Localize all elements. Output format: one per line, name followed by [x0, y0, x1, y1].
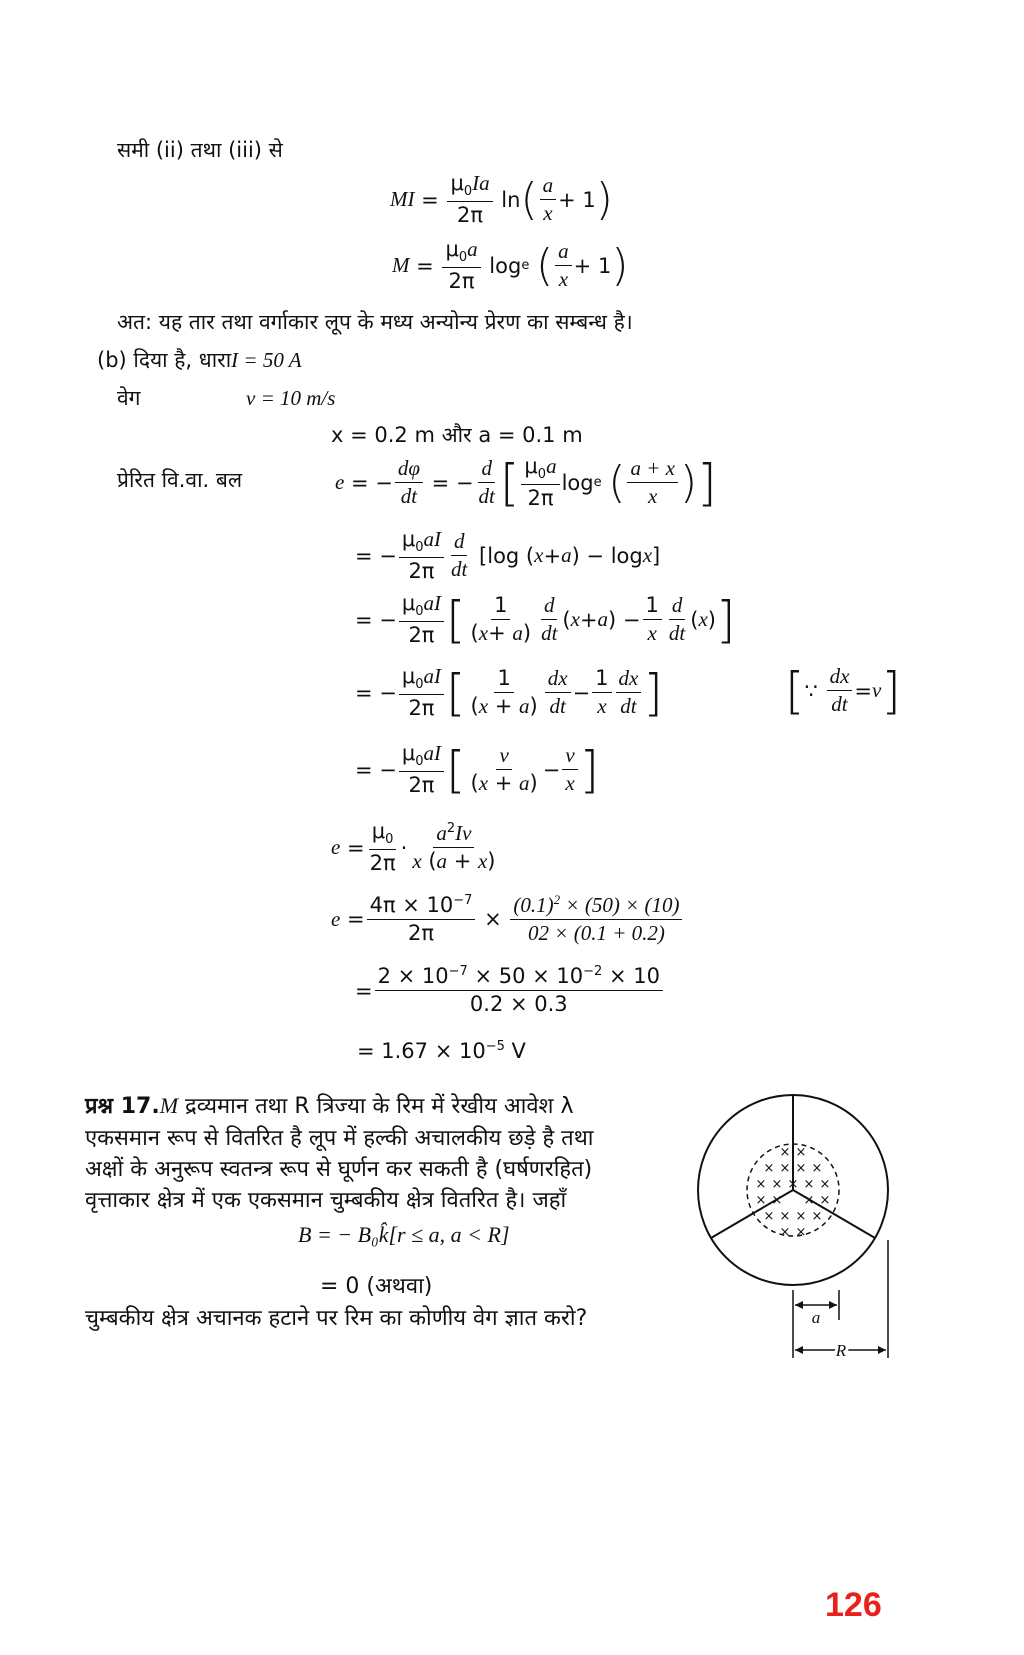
conclusion-text: अत: यह तार तथा वर्गाकार लूप के मध्य अन्योन्य प्रेरण का सम्बन्ध है।: [117, 310, 633, 334]
given-intro: (b) दिया है, धाराI = 50 A: [97, 348, 302, 372]
equation-m: M = $\frac{\mu_0a}{2\pi}$ log e ( $\frac{a}{x}$ + 1 ): [392, 237, 629, 294]
emf-label: प्रेरित वि.वा. बल: [117, 468, 243, 492]
equation-emf-5: = − $\frac{\mu_0aI}{2\pi}$ [ $\frac{v}{(x + a)}$ − $\frac{v}{x}$ ]: [355, 740, 600, 799]
equation-emf-2: = − $\frac{\mu_0aI}{2\pi}$ $\frac{d}{dt}$ [log ( x + a ) − log x ]: [355, 527, 661, 584]
svg-text:×: ×: [795, 1161, 807, 1176]
equation-emf-3: = − $\frac{\mu_0aI}{2\pi}$ [ $\frac{1}{(x+ a)}$ $\frac{d}{dt}$ ( x + a ) − $\frac{1}{x}$ $\frac{d}{dt}$ ( x ) ]: [355, 590, 736, 649]
svg-text:×: ×: [811, 1161, 823, 1176]
question-ask: चुम्बकीय क्षेत्र अचानक हटाने पर रिम का कोणीय वेग ज्ञात करो?: [85, 1306, 588, 1331]
svg-text:×: ×: [779, 1161, 791, 1176]
reference-line: समी (ii) तथा (iii) से: [117, 138, 283, 162]
svg-text:×: ×: [803, 1177, 815, 1192]
velocity-value: v = 10 m/s: [246, 386, 336, 410]
svg-text:×: ×: [779, 1225, 791, 1240]
svg-text:×: ×: [779, 1209, 791, 1224]
svg-text:×: ×: [795, 1209, 807, 1224]
xa-values: x = 0.2 m और a = 0.1 m: [331, 423, 583, 447]
svg-text:×: ×: [787, 1177, 799, 1192]
page-number: 126: [825, 1586, 882, 1624]
result-line: = $1.67 \times 10^{-5}$ V: [357, 1039, 526, 1063]
svg-text:×: ×: [771, 1177, 783, 1192]
svg-text:×: ×: [803, 1193, 815, 1208]
label-a: a: [811, 1308, 821, 1327]
svg-text:×: ×: [779, 1145, 791, 1160]
spokes: [711, 1095, 875, 1238]
equation-emf-7: e = $\frac{4\pi \times 10^{-7}}{2\pi}$ × $\frac{(0.1)^2 \times (50) \times (10)}{02 \times (0.1 + 0.2)}$: [331, 893, 684, 945]
note-dxdt: [ ∵ $\frac{dx}{dt}$ = v ]: [785, 661, 901, 720]
rim-diagram: [690, 1090, 900, 1370]
field-equation: B = − B₀k̂[r ≤ a, a < R]: [298, 1222, 510, 1247]
equation-mi: MI = $\frac{\mu_0Ia}{2\pi}$ ln ( $\frac{a}{x}$ + 1 ): [390, 171, 613, 228]
svg-text:×: ×: [763, 1209, 775, 1224]
svg-text:×: ×: [811, 1209, 823, 1224]
question-line-4: वृत्ताकार क्षेत्र में एक एकसमान चुम्बकीय क्षेत्र वितरित है। जहाँ: [85, 1188, 567, 1213]
question-line-2: एकसमान रूप से वितरित है लूप में हल्की अचालकीय छड़े है तथा: [85, 1126, 594, 1151]
equation-emf-8: = $\frac{2 \times 10^{-7} \times 50 \times 10^{-2} \times 10}{0.2 \times 0.3}$: [355, 965, 665, 1016]
svg-text:×: ×: [795, 1225, 807, 1240]
svg-text:×: ×: [795, 1145, 807, 1160]
field-zero: = 0 (अथवा): [320, 1274, 433, 1299]
label-R: R: [835, 1341, 847, 1360]
svg-text:×: ×: [819, 1193, 831, 1208]
question-line-1: प्रश्न 17.M द्रव्यमान तथा R त्रिज्या के रिम में रेखीय आवेश λ: [85, 1093, 574, 1119]
svg-text:×: ×: [819, 1177, 831, 1192]
svg-text:×: ×: [755, 1177, 767, 1192]
svg-text:×: ×: [763, 1161, 775, 1176]
equation-emf-6: e = $\frac{\mu_0}{2\pi}$ · $\frac{a^2Iv}{x (a + x)}$: [331, 819, 496, 876]
question-line-3: अक्षों के अनुरूप स्वतन्त्र रूप से घूर्णन कर सकती है (घर्षणरहित): [85, 1157, 593, 1182]
velocity-label: वेग: [117, 386, 141, 410]
svg-text:×: ×: [755, 1193, 767, 1208]
equation-emf-4: = − $\frac{\mu_0aI}{2\pi}$ [ $\frac{1}{(x + a)}$ $\frac{dx}{dt}$ − $\frac{1}{x}$ $\frac{dx}{dt}$ ]: [355, 663, 663, 722]
equation-emf-1: e = − $\frac{d\varphi}{dt}$ = − $\frac{d}{dt}$ [ $\frac{\mu_0a}{2\pi}$ log e ( $\frac{a + x}{x}$ ) ]: [335, 453, 717, 512]
svg-text:×: ×: [771, 1193, 783, 1208]
